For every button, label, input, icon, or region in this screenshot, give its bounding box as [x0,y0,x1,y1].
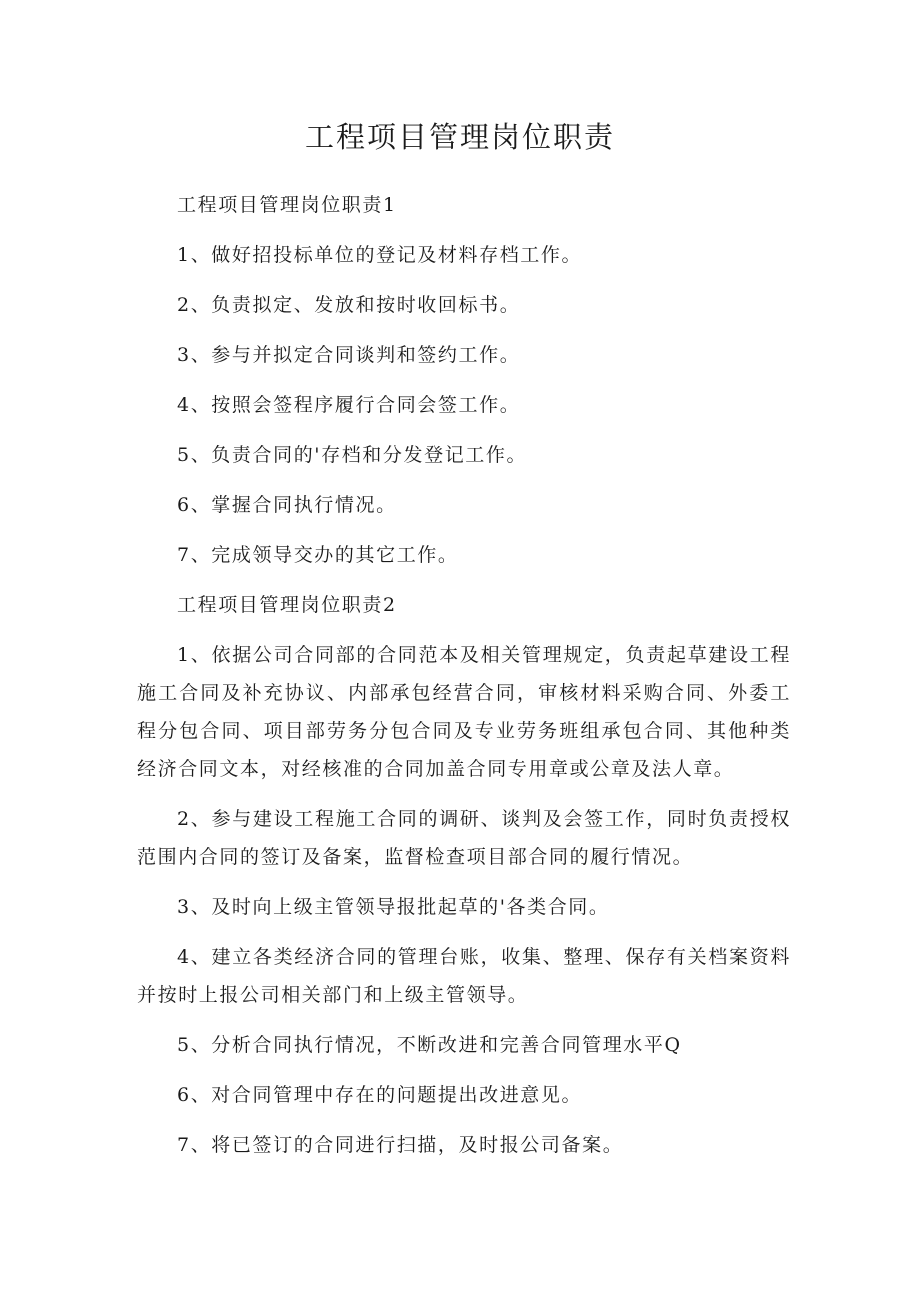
document-body [137,186,791,1164]
list-item: 5、分析合同执行情况，不断改进和完善合同管理水平Q [177,1034,682,1056]
list-item: 7、将已签订的合同进行扫描，及时报公司备案。 [177,1134,624,1156]
list-item: 7、完成领导交办的其它工作。 [177,544,459,566]
list-item: 6、掌握合同执行情况。 [177,494,397,516]
list-item: 5、负责合同的'存档和分发登记工作。 [177,444,528,466]
list-item: 3、及时向上级主管领导报批起草的'各类合同。 [177,896,610,918]
section-heading: 工程项目管理岗位职责2 [177,594,397,616]
list-item: 1、做好招投标单位的登记及材料存档工作。 [177,244,583,266]
list-item: 2、负责拟定、发放和按时收回标书。 [177,294,521,316]
list-item: 3、参与并拟定合同谈判和签约工作。 [177,344,521,366]
list-item: 4、按照会签程序履行合同会签工作。 [177,394,521,416]
list-item: 4、建立各类经济合同的管理台账，收集、整理、保存有关档案资料并按时上报公司相关部门和上级主管领导。 [137,946,791,1006]
list-item: 6、对合同管理中存在的问题提出改进意见。 [177,1084,583,1106]
list-item: 2、参与建设工程施工合同的调研、谈判及会签工作，同时负责授权范围内合同的签订及备案，监督检查项目部合同的履行情况。 [137,808,791,868]
list-item: 1、依据公司合同部的合同范本及相关管理规定，负责起草建设工程施工合同及补充协议、内部承包经营合同，审核材料采购合同、外委工程分包合同、项目部劳务分包合同及专业劳务班组承包合同、其他种类经济合同文本，对经核准的合同加盖合同专用章或公章及法人章。 [137,644,791,780]
section-heading: 工程项目管理岗位职责1 [177,194,397,216]
document-title: 工程项目管理岗位职责 [304,120,615,154]
